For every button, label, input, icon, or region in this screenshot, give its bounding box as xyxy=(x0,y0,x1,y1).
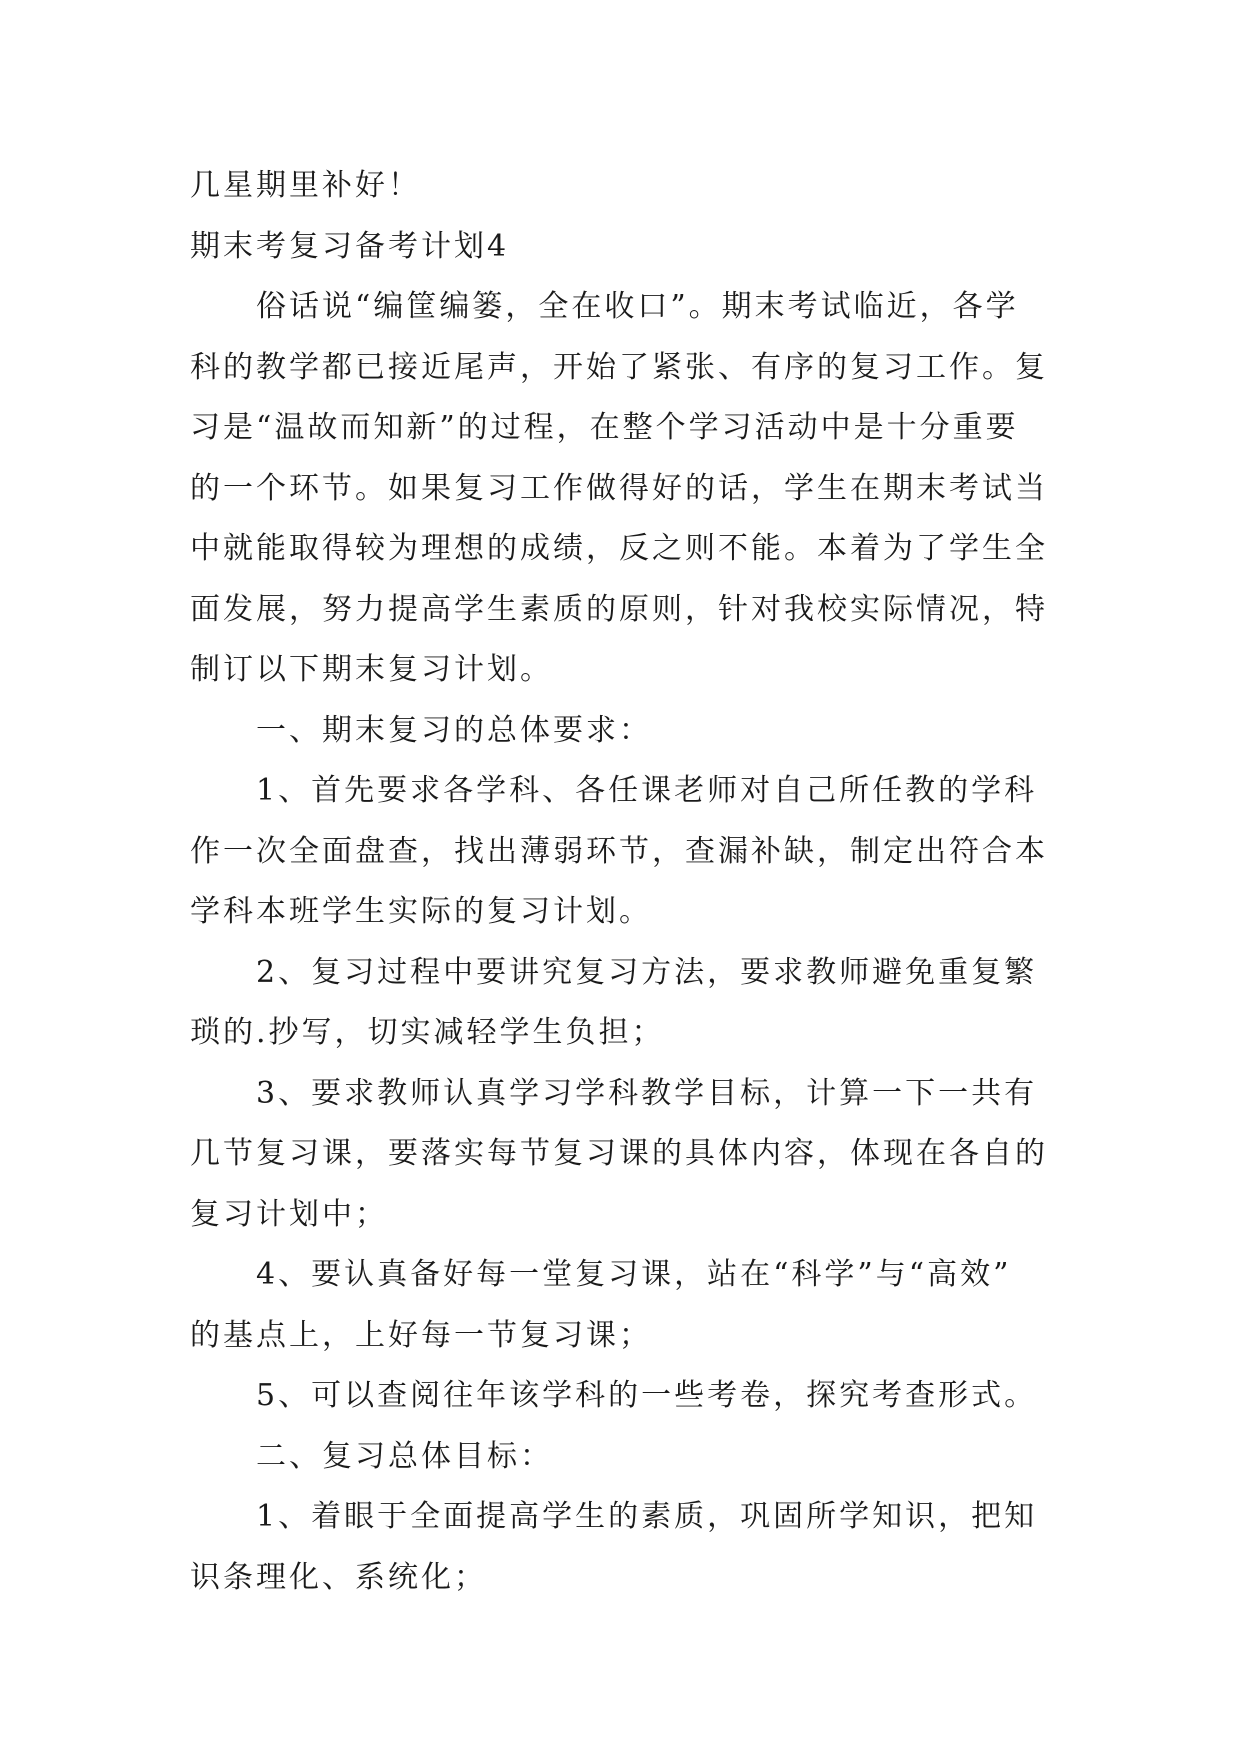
text-line: 几星期里补好！ xyxy=(190,168,421,203)
text-line: 俗话说“编筐编篓，全在收口”。期末考试临近，各学 xyxy=(256,289,1019,324)
text-line: 作一次全面盘查，找出薄弱环节，查漏补缺，制定出符合本 xyxy=(190,833,1048,869)
text-line: 2、复习过程中要讲究复习方法，要求教师避免重复繁 xyxy=(256,954,1038,990)
text-line: 学科本班学生实际的复习计划。 xyxy=(190,894,652,929)
text-line: 几节复习课，要落实每节复习课的具体内容，体现在各自的 xyxy=(190,1136,1048,1171)
text-line: 1、首先要求各学科、各任课老师对自己所任教的学科 xyxy=(256,773,1038,808)
text-line: 中就能取得较为理想的成绩，反之则不能。本着为了学生全 xyxy=(190,531,1048,566)
section-title: 期末考复习备考计划4 xyxy=(190,228,510,264)
text-line: 复习计划中； xyxy=(190,1196,388,1232)
text-line: 4、要认真备好每一堂复习课，站在“科学”与“高效” xyxy=(256,1257,1012,1292)
text-line: 识条理化、系统化； xyxy=(190,1559,487,1595)
text-line: 科的教学都已接近尾声，开始了紧张、有序的复习工作。复 xyxy=(190,349,1048,385)
text-line: 的一个环节。如果复习工作做得好的话，学生在期末考试当 xyxy=(190,470,1048,506)
text-line: 3、要求教师认真学习学科教学目标，计算一下一共有 xyxy=(256,1075,1038,1111)
text-line: 的基点上，上好每一节复习课； xyxy=(190,1317,652,1353)
document-body xyxy=(190,156,1050,1608)
text-line: 5、可以查阅往年该学科的一些考卷，探究考查形式。 xyxy=(256,1378,1038,1413)
text-line: 1、着眼于全面提高学生的素质，巩固所学知识，把知 xyxy=(256,1499,1038,1534)
section-heading: 一、期末复习的总体要求： xyxy=(256,712,652,748)
text-line: 习是“温故而知新”的过程，在整个学习活动中是十分重要 xyxy=(190,410,1019,445)
text-line: 琐的.抄写，切实减轻学生负担； xyxy=(190,1015,665,1050)
section-heading: 二、复习总体目标： xyxy=(256,1438,553,1474)
text-line: 面发展，努力提高学生素质的原则，针对我校实际情况，特 xyxy=(190,591,1048,627)
text-line: 制订以下期末复习计划。 xyxy=(190,652,553,687)
